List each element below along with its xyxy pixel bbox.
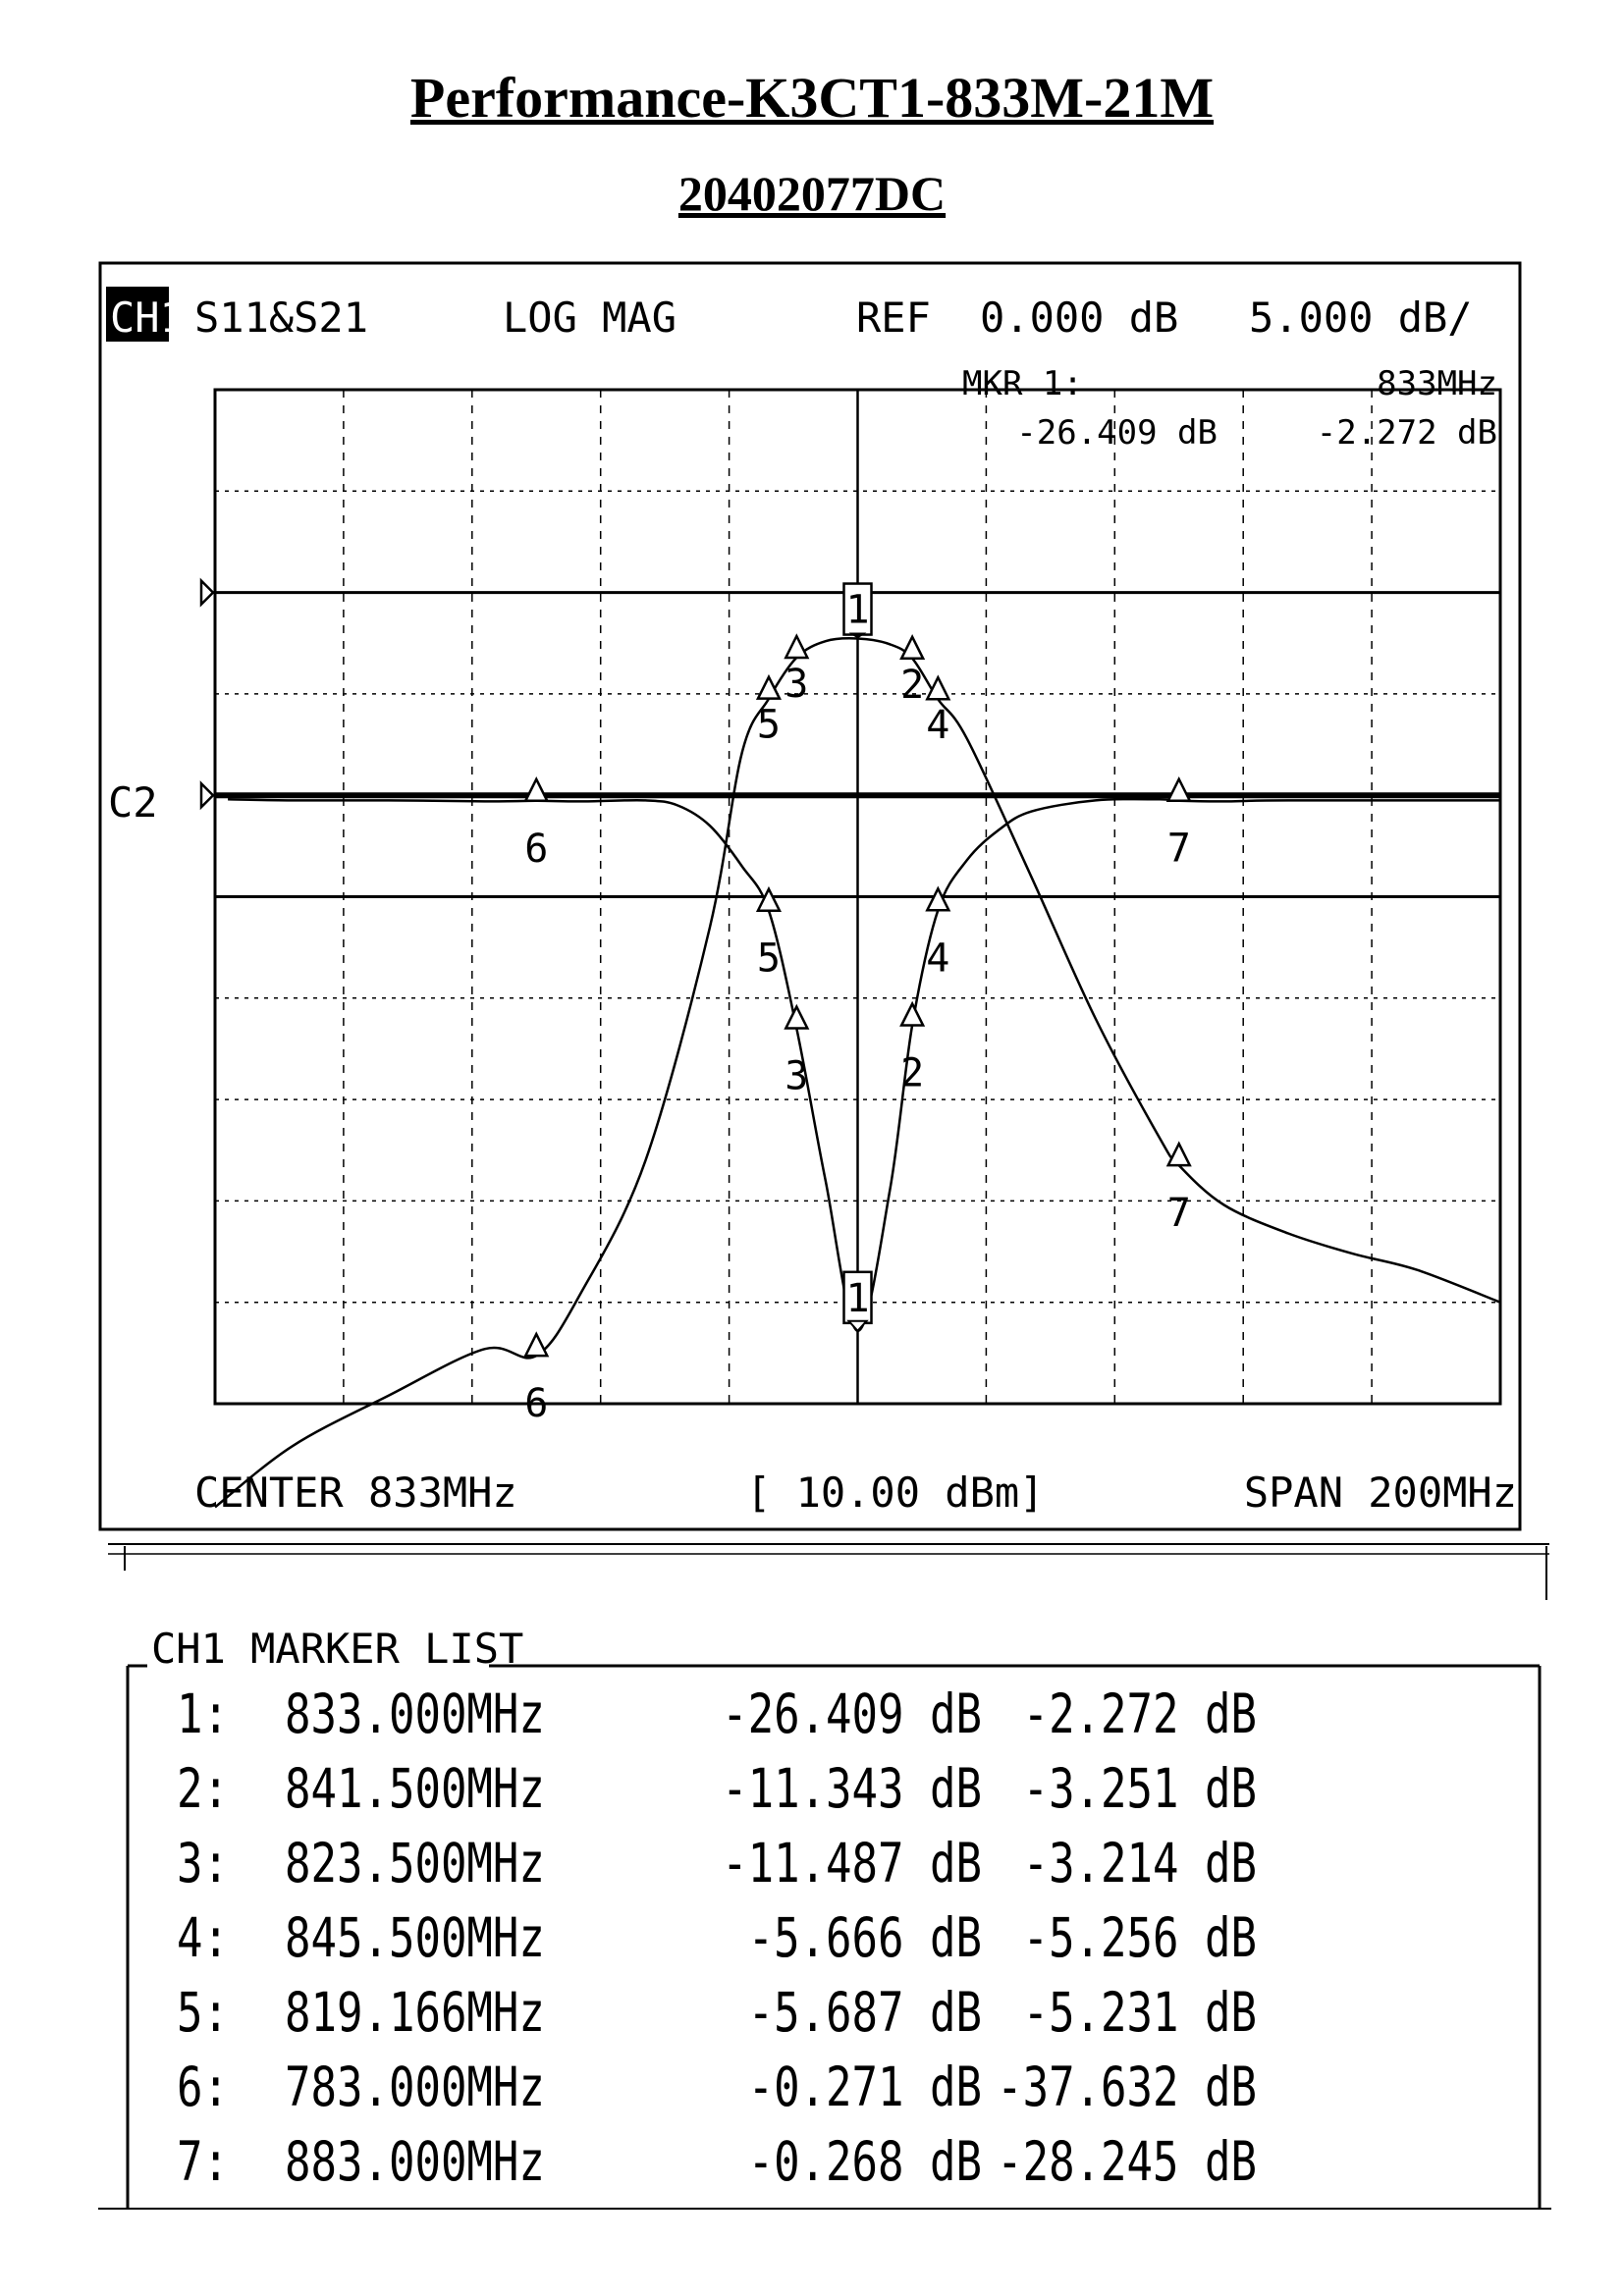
marker-3-s21-label: 3 [785, 662, 809, 708]
marker-readout-s21: -2.272 dB [1316, 413, 1497, 453]
page-title: Performance-K3CT1-833M-21M [409, 66, 1215, 130]
marker-s21-value: -2.272 dB [1022, 1683, 1257, 1746]
marker-s21-value: -5.231 dB [1022, 1982, 1257, 2045]
span-label: SPAN 200MHz [1243, 1468, 1517, 1517]
marker-s21-value: -37.632 dB [997, 2056, 1257, 2119]
channel2-label: C2 [108, 778, 158, 827]
marker-number: 4: [177, 1907, 229, 1970]
marker-2-s21-triangle [901, 637, 923, 659]
marker-3-s11-triangle [785, 1007, 807, 1029]
marker-1-s11-tip [849, 1321, 867, 1331]
marker-1-s11-label: 1 [845, 1275, 870, 1321]
marker-6-s11-label: 6 [524, 826, 549, 872]
marker-7-s21-label: 7 [1166, 1191, 1191, 1237]
marker-7-s11-label: 7 [1166, 826, 1191, 872]
power-label: [ 10.00 dBm] [746, 1468, 1045, 1517]
marker-frequency: 819.166MHz [285, 1982, 545, 2045]
marker-number: 7: [177, 2131, 229, 2194]
marker-readout-freq: 833MHz [1377, 364, 1497, 403]
marker-7-s11-triangle [1168, 779, 1190, 801]
marker-frequency: 841.500MHz [285, 1758, 545, 1821]
marker-list-title: CH1 MARKER LIST [151, 1625, 524, 1673]
format-label: LOG MAG [503, 294, 677, 342]
marker-s21-value: -3.214 dB [1022, 1833, 1257, 1896]
marker-s21-value: -5.256 dB [1022, 1907, 1257, 1970]
marker-6-s11-triangle [525, 779, 547, 801]
marker-7-s21-triangle [1168, 1144, 1190, 1165]
marker-frequency: 823.500MHz [285, 1833, 545, 1896]
marker-s11-value: -5.687 dB [747, 1982, 982, 2045]
marker-number: 5: [177, 1982, 229, 2045]
marker-s11-value: -11.343 dB [722, 1758, 982, 1821]
marker-6-s21-label: 6 [524, 1381, 549, 1427]
marker-s21-value: -28.245 dB [997, 2131, 1257, 2194]
marker-readout-s11: -26.409 dB [1016, 413, 1218, 453]
marker-3-s21-triangle [785, 636, 807, 658]
marker-frequency: 883.000MHz [285, 2131, 545, 2194]
marker-s11-value: -11.487 dB [722, 1833, 982, 1896]
marker-2-s11-triangle [901, 1004, 923, 1026]
sparam-label: S11&S21 [194, 294, 369, 342]
marker-frequency: 783.000MHz [285, 2056, 545, 2119]
marker-3-s11-label: 3 [785, 1053, 809, 1099]
marker-4-s21-label: 4 [926, 703, 950, 749]
marker-1-s21-label: 1 [845, 587, 870, 633]
marker-2-s21-label: 2 [900, 662, 925, 708]
marker-6-s21-triangle [525, 1334, 547, 1356]
marker-list [98, 1556, 1532, 2204]
channel-label: CH1 [110, 294, 185, 342]
marker-4-s11-label: 4 [926, 935, 950, 982]
marker-number: 3: [177, 1833, 229, 1896]
marker-s11-value: -26.409 dB [722, 1683, 982, 1746]
s11-trace [228, 799, 1500, 1331]
ref-label: REF [856, 294, 931, 342]
center-label: CENTER 833MHz [194, 1468, 517, 1517]
marker-2-s11-label: 2 [900, 1050, 925, 1096]
marker-5-s11-label: 5 [756, 935, 782, 982]
s11-ref-pointer [201, 783, 213, 807]
marker-s11-value: -0.271 dB [747, 2056, 982, 2119]
ref-value: 0.000 dB [980, 294, 1179, 342]
marker-s11-value: -0.268 dB [747, 2131, 982, 2194]
marker-frequency: 845.500MHz [285, 1907, 545, 1970]
marker-5-s21-label: 5 [756, 702, 782, 748]
marker-number: 2: [177, 1758, 229, 1821]
s21-ref-pointer [201, 581, 213, 605]
page-subtitle: 20402077DC [677, 166, 947, 221]
marker-s21-value: -3.251 dB [1022, 1758, 1257, 1821]
marker-frequency: 833.000MHz [285, 1683, 545, 1746]
marker-number: 6: [177, 2056, 229, 2119]
marker-number: 1: [177, 1683, 229, 1746]
marker-s11-value: -5.666 dB [747, 1907, 982, 1970]
scale-value: 5.000 dB/ [1249, 294, 1473, 342]
marker-readout-label: MKR 1: [962, 364, 1083, 403]
